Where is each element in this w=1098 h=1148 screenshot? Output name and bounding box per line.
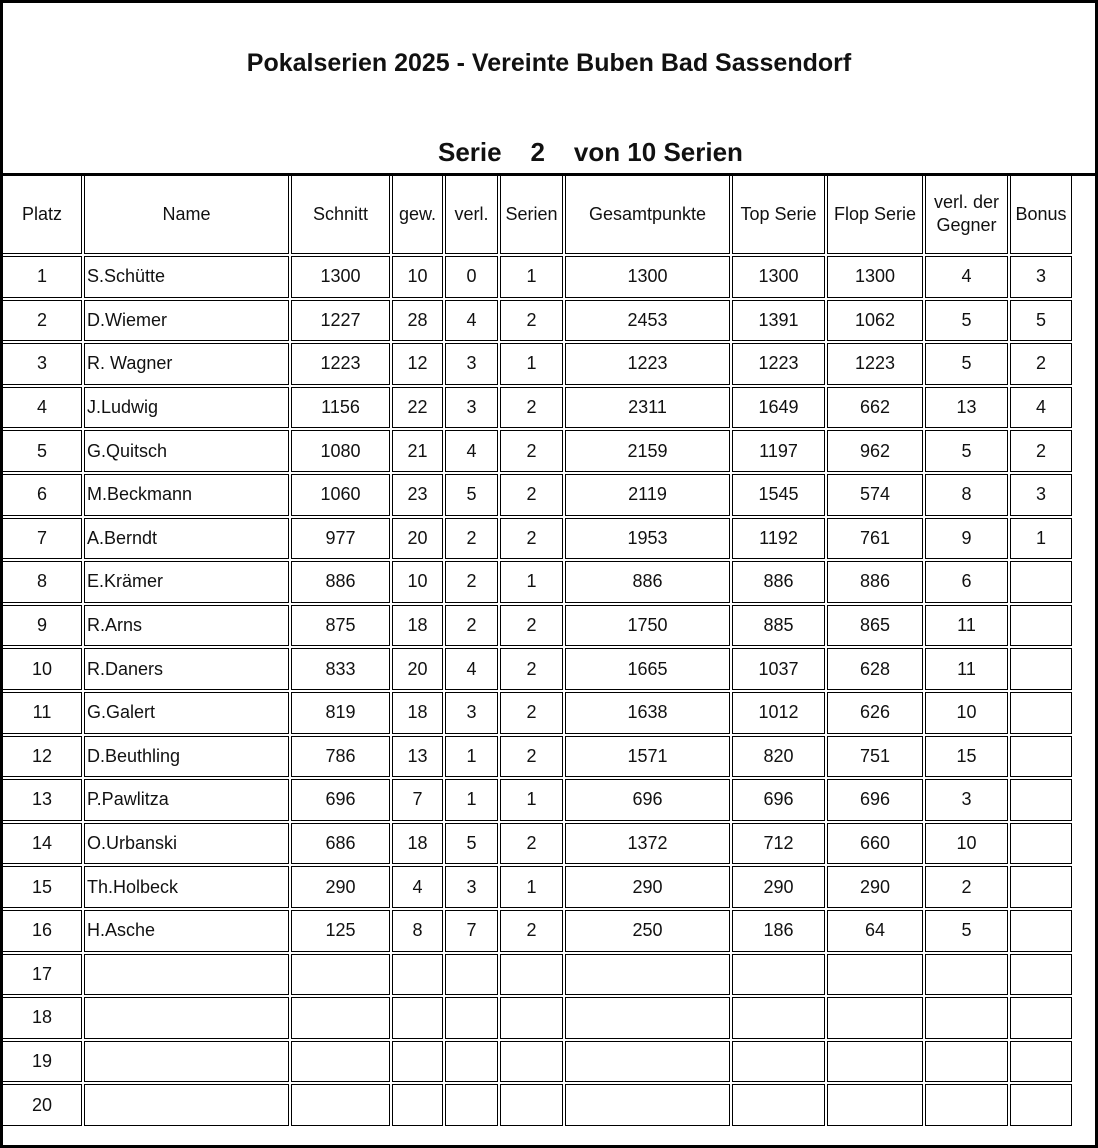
cell-bonus: 4 (1010, 387, 1072, 429)
cell-flop-serie: 626 (827, 692, 923, 734)
cell-serien (500, 954, 563, 996)
cell-bonus (1010, 648, 1072, 690)
cell-flop-serie: 662 (827, 387, 923, 429)
cell-verl-der-gegner: 8 (925, 474, 1008, 516)
cell-platz: 16 (2, 910, 82, 952)
cell-serien (500, 1084, 563, 1126)
cell-verl-der-gegner: 15 (925, 736, 1008, 778)
cell-name: G.Galert (84, 692, 289, 734)
cell-schnitt: 125 (291, 910, 390, 952)
cell-gesamtpunkte (565, 1084, 730, 1126)
cell-name: P.Pawlitza (84, 779, 289, 821)
cell-serien: 2 (500, 823, 563, 865)
cell-flop-serie (827, 1041, 923, 1083)
cell-schnitt: 819 (291, 692, 390, 734)
cell-schnitt: 875 (291, 605, 390, 647)
cell-verl: 3 (445, 866, 498, 908)
cell-verl: 2 (445, 518, 498, 560)
cell-platz: 10 (2, 648, 82, 690)
cell-bonus: 2 (1010, 343, 1072, 385)
cell-schnitt (291, 1041, 390, 1083)
cell-gesamtpunkte: 290 (565, 866, 730, 908)
cell-platz: 19 (2, 1041, 82, 1083)
cell-bonus (1010, 1041, 1072, 1083)
table-row (2, 648, 1072, 690)
column-header-flop-serie: Flop Serie (827, 174, 923, 254)
cell-bonus (1010, 561, 1072, 603)
cell-gesamtpunkte (565, 997, 730, 1039)
table-row (2, 997, 1072, 1039)
column-header-serien: Serien (500, 174, 563, 254)
cell-flop-serie: 696 (827, 779, 923, 821)
cell-gew: 4 (392, 866, 443, 908)
cell-platz: 4 (2, 387, 82, 429)
cell-schnitt: 1223 (291, 343, 390, 385)
table-row (2, 1041, 1072, 1083)
cell-top-serie (732, 954, 825, 996)
cell-bonus (1010, 910, 1072, 952)
cell-verl-der-gegner: 9 (925, 518, 1008, 560)
table-row (2, 430, 1072, 472)
cell-bonus (1010, 954, 1072, 996)
cell-name: D.Beuthling (84, 736, 289, 778)
cell-gesamtpunkte: 2159 (565, 430, 730, 472)
table-row (2, 779, 1072, 821)
cell-bonus: 2 (1010, 430, 1072, 472)
table-row (2, 1084, 1072, 1126)
cell-bonus (1010, 779, 1072, 821)
cell-top-serie (732, 997, 825, 1039)
cell-platz: 3 (2, 343, 82, 385)
cell-name: J.Ludwig (84, 387, 289, 429)
cell-top-serie: 696 (732, 779, 825, 821)
cell-verl-der-gegner: 11 (925, 648, 1008, 690)
cell-schnitt: 696 (291, 779, 390, 821)
cell-bonus: 3 (1010, 256, 1072, 298)
cell-verl: 3 (445, 343, 498, 385)
cell-schnitt: 1060 (291, 474, 390, 516)
cell-bonus (1010, 997, 1072, 1039)
cell-top-serie (732, 1084, 825, 1126)
cell-name: M.Beckmann (84, 474, 289, 516)
cell-verl: 5 (445, 474, 498, 516)
cell-flop-serie: 962 (827, 430, 923, 472)
cell-verl: 4 (445, 430, 498, 472)
cell-gesamtpunkte: 2311 (565, 387, 730, 429)
cell-gew: 18 (392, 692, 443, 734)
cell-schnitt: 1227 (291, 300, 390, 342)
cell-platz: 17 (2, 954, 82, 996)
cell-gesamtpunkte (565, 954, 730, 996)
cell-verl: 4 (445, 648, 498, 690)
cell-verl-der-gegner: 10 (925, 823, 1008, 865)
cell-platz: 13 (2, 779, 82, 821)
cell-flop-serie: 865 (827, 605, 923, 647)
table-row (2, 910, 1072, 952)
cell-name: R. Wagner (84, 343, 289, 385)
cell-gesamtpunkte: 1750 (565, 605, 730, 647)
cell-flop-serie: 751 (827, 736, 923, 778)
cell-bonus (1010, 866, 1072, 908)
cell-platz: 20 (2, 1084, 82, 1126)
cell-verl (445, 1084, 498, 1126)
cell-name: O.Urbanski (84, 823, 289, 865)
cell-verl-der-gegner: 5 (925, 343, 1008, 385)
table-row (2, 387, 1072, 429)
cell-verl-der-gegner (925, 1084, 1008, 1126)
column-header-name: Name (84, 174, 289, 254)
cell-schnitt (291, 954, 390, 996)
cell-verl-der-gegner: 6 (925, 561, 1008, 603)
cell-gesamtpunkte: 1223 (565, 343, 730, 385)
cell-gew (392, 1041, 443, 1083)
cell-flop-serie: 660 (827, 823, 923, 865)
cell-name: H.Asche (84, 910, 289, 952)
cell-schnitt: 686 (291, 823, 390, 865)
cell-schnitt (291, 1084, 390, 1126)
cell-bonus (1010, 692, 1072, 734)
cell-serien: 2 (500, 692, 563, 734)
cell-name: S.Schütte (84, 256, 289, 298)
cell-gesamtpunkte: 2119 (565, 474, 730, 516)
cell-verl (445, 1041, 498, 1083)
cell-verl-der-gegner: 2 (925, 866, 1008, 908)
cell-schnitt: 290 (291, 866, 390, 908)
cell-flop-serie (827, 997, 923, 1039)
cell-name: Th.Holbeck (84, 866, 289, 908)
table-row (2, 474, 1072, 516)
cell-top-serie: 1037 (732, 648, 825, 690)
cell-top-serie: 1391 (732, 300, 825, 342)
cell-top-serie: 820 (732, 736, 825, 778)
cell-bonus: 3 (1010, 474, 1072, 516)
standings-table (0, 172, 1074, 1128)
cell-name (84, 954, 289, 996)
cell-bonus (1010, 1084, 1072, 1126)
cell-verl-der-gegner: 3 (925, 779, 1008, 821)
cell-verl-der-gegner: 11 (925, 605, 1008, 647)
cell-top-serie (732, 1041, 825, 1083)
cell-gesamtpunkte: 1300 (565, 256, 730, 298)
table-row (2, 256, 1072, 298)
cell-bonus: 1 (1010, 518, 1072, 560)
cell-schnitt: 977 (291, 518, 390, 560)
cell-gew (392, 997, 443, 1039)
cell-serien: 2 (500, 518, 563, 560)
cell-platz: 2 (2, 300, 82, 342)
cell-gew: 10 (392, 561, 443, 603)
cell-flop-serie (827, 1084, 923, 1126)
cell-top-serie: 1012 (732, 692, 825, 734)
cell-serien: 1 (500, 343, 563, 385)
cell-name (84, 1041, 289, 1083)
cell-bonus (1010, 736, 1072, 778)
cell-verl-der-gegner (925, 997, 1008, 1039)
column-header-platz: Platz (2, 174, 82, 254)
cell-serien: 2 (500, 474, 563, 516)
cell-top-serie: 1192 (732, 518, 825, 560)
cell-top-serie: 886 (732, 561, 825, 603)
cell-name: G.Quitsch (84, 430, 289, 472)
cell-serien: 1 (500, 779, 563, 821)
cell-flop-serie: 290 (827, 866, 923, 908)
cell-schnitt: 786 (291, 736, 390, 778)
cell-flop-serie: 64 (827, 910, 923, 952)
cell-top-serie: 885 (732, 605, 825, 647)
column-header-gew: gew. (392, 174, 443, 254)
cell-schnitt: 1300 (291, 256, 390, 298)
cell-bonus (1010, 823, 1072, 865)
cell-serien (500, 1041, 563, 1083)
table-row (2, 692, 1072, 734)
cell-platz: 5 (2, 430, 82, 472)
cell-platz: 9 (2, 605, 82, 647)
cell-gew: 23 (392, 474, 443, 516)
cell-top-serie: 1300 (732, 256, 825, 298)
column-header-schnitt: Schnitt (291, 174, 390, 254)
column-header-verl: verl. (445, 174, 498, 254)
cell-serien: 2 (500, 648, 563, 690)
cell-platz: 14 (2, 823, 82, 865)
cell-gesamtpunkte: 1953 (565, 518, 730, 560)
cell-gew: 20 (392, 648, 443, 690)
cell-gew (392, 1084, 443, 1126)
cell-gew: 10 (392, 256, 443, 298)
cell-schnitt: 833 (291, 648, 390, 690)
cell-name (84, 1084, 289, 1126)
cell-verl (445, 954, 498, 996)
cell-bonus (1010, 605, 1072, 647)
cell-flop-serie: 886 (827, 561, 923, 603)
cell-flop-serie (827, 954, 923, 996)
cell-platz: 15 (2, 866, 82, 908)
cell-platz: 7 (2, 518, 82, 560)
cell-gesamtpunkte: 886 (565, 561, 730, 603)
cell-platz: 12 (2, 736, 82, 778)
cell-serien (500, 997, 563, 1039)
cell-gew: 21 (392, 430, 443, 472)
cell-flop-serie: 1300 (827, 256, 923, 298)
table-row (2, 823, 1072, 865)
cell-gew: 7 (392, 779, 443, 821)
table-row (2, 518, 1072, 560)
cell-schnitt: 886 (291, 561, 390, 603)
cell-verl: 3 (445, 692, 498, 734)
table-row (2, 736, 1072, 778)
cell-top-serie: 712 (732, 823, 825, 865)
cell-gew: 18 (392, 823, 443, 865)
cell-top-serie: 1223 (732, 343, 825, 385)
cell-gew: 28 (392, 300, 443, 342)
sheet-title: Pokalserien 2025 - Vereinte Buben Bad Sassendorf (246, 49, 852, 77)
cell-platz: 18 (2, 997, 82, 1039)
table-row (2, 605, 1072, 647)
cell-gesamtpunkte: 696 (565, 779, 730, 821)
cell-name: R.Arns (84, 605, 289, 647)
cell-verl-der-gegner: 13 (925, 387, 1008, 429)
cell-verl: 2 (445, 561, 498, 603)
cell-verl: 2 (445, 605, 498, 647)
cell-gesamtpunkte: 1665 (565, 648, 730, 690)
cell-gesamtpunkte: 250 (565, 910, 730, 952)
header-row (2, 174, 1072, 254)
cell-gew: 12 (392, 343, 443, 385)
cell-verl-der-gegner (925, 1041, 1008, 1083)
cell-top-serie: 1197 (732, 430, 825, 472)
cell-platz: 8 (2, 561, 82, 603)
cell-bonus: 5 (1010, 300, 1072, 342)
cell-top-serie: 186 (732, 910, 825, 952)
cell-platz: 1 (2, 256, 82, 298)
cell-flop-serie: 628 (827, 648, 923, 690)
cell-gew (392, 954, 443, 996)
cell-serien: 2 (500, 910, 563, 952)
table-row (2, 561, 1072, 603)
cell-gesamtpunkte: 1372 (565, 823, 730, 865)
cell-verl: 7 (445, 910, 498, 952)
cell-verl-der-gegner: 4 (925, 256, 1008, 298)
cell-gesamtpunkte: 1571 (565, 736, 730, 778)
cell-serien: 1 (500, 256, 563, 298)
cell-verl: 3 (445, 387, 498, 429)
cell-verl-der-gegner: 5 (925, 430, 1008, 472)
cell-serien: 2 (500, 605, 563, 647)
cell-serien: 2 (500, 736, 563, 778)
cell-verl-der-gegner: 10 (925, 692, 1008, 734)
column-header-verl-der-gegner: verl. der Gegner (925, 174, 1008, 254)
cell-verl (445, 997, 498, 1039)
table-row (2, 300, 1072, 342)
cell-flop-serie: 1223 (827, 343, 923, 385)
cell-platz: 11 (2, 692, 82, 734)
cell-gew: 18 (392, 605, 443, 647)
cell-schnitt (291, 997, 390, 1039)
cell-platz: 6 (2, 474, 82, 516)
cell-gesamtpunkte: 2453 (565, 300, 730, 342)
cell-verl-der-gegner: 5 (925, 300, 1008, 342)
cell-verl: 5 (445, 823, 498, 865)
cell-gew: 20 (392, 518, 443, 560)
cell-name: R.Daners (84, 648, 289, 690)
table-row (2, 954, 1072, 996)
cell-gew: 13 (392, 736, 443, 778)
cell-gew: 8 (392, 910, 443, 952)
series-subtitle: Serie 2 von 10 Serien (438, 137, 743, 167)
cell-name: D.Wiemer (84, 300, 289, 342)
cell-serien: 2 (500, 430, 563, 472)
cell-serien: 1 (500, 561, 563, 603)
cell-name: E.Krämer (84, 561, 289, 603)
cell-verl: 1 (445, 779, 498, 821)
cell-top-serie: 1649 (732, 387, 825, 429)
column-header-gesamtpunkte: Gesamtpunkte (565, 174, 730, 254)
title-area (3, 3, 1095, 176)
cell-top-serie: 1545 (732, 474, 825, 516)
cell-verl-der-gegner (925, 954, 1008, 996)
column-header-top-serie: Top Serie (732, 174, 825, 254)
cell-name (84, 997, 289, 1039)
cell-serien: 1 (500, 866, 563, 908)
cell-verl: 1 (445, 736, 498, 778)
table-row (2, 866, 1072, 908)
table-row (2, 343, 1072, 385)
cell-schnitt: 1156 (291, 387, 390, 429)
cell-flop-serie: 574 (827, 474, 923, 516)
cell-flop-serie: 1062 (827, 300, 923, 342)
cell-name: A.Berndt (84, 518, 289, 560)
cell-flop-serie: 761 (827, 518, 923, 560)
cell-verl: 0 (445, 256, 498, 298)
cell-verl-der-gegner: 5 (925, 910, 1008, 952)
cell-top-serie: 290 (732, 866, 825, 908)
column-header-bonus: Bonus (1010, 174, 1072, 254)
cell-schnitt: 1080 (291, 430, 390, 472)
cell-gesamtpunkte: 1638 (565, 692, 730, 734)
cell-gesamtpunkte (565, 1041, 730, 1083)
cell-serien: 2 (500, 300, 563, 342)
cell-serien: 2 (500, 387, 563, 429)
cell-gew: 22 (392, 387, 443, 429)
cell-verl: 4 (445, 300, 498, 342)
